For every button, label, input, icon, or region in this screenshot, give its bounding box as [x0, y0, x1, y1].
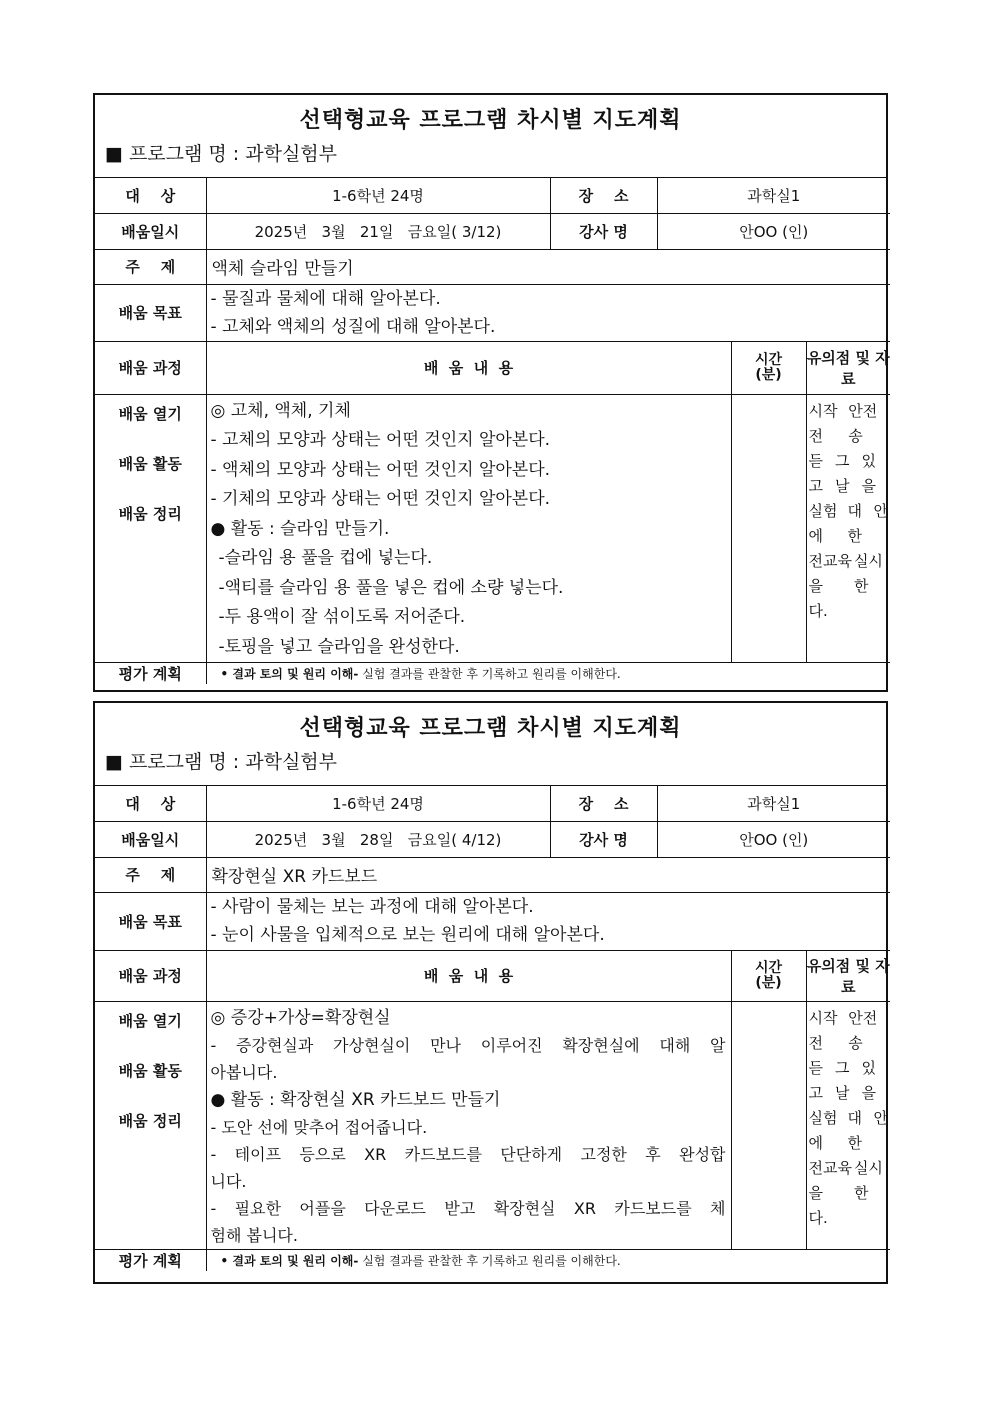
content-line: 니다.	[210, 1171, 247, 1191]
content-line: -토핑을 넣고 슬라임을 완성한다.	[218, 636, 460, 657]
note-word: 전교육을	[808, 1158, 852, 1202]
eval-bold: • 결과 토의 및 원리 이해-	[220, 1253, 359, 1268]
eval-bold: • 결과 토의 및 원리 이해-	[220, 667, 359, 681]
plan-title: 선택형교육 프로그램 차시별 지도계획	[299, 108, 682, 133]
time-label-2: (분)	[755, 366, 782, 383]
target-label: 대 상	[95, 178, 206, 213]
lesson-content	[206, 394, 731, 663]
eval-content	[206, 1249, 890, 1271]
goal-list	[206, 892, 890, 950]
note-word: 시작전	[808, 401, 838, 445]
note-word: 안전송	[848, 1008, 878, 1052]
program-label: 프로그램 명 : 과학실험부	[128, 143, 338, 165]
eval-text: 실험 결과를 관찰한 후 기록하고 원리를 이해한다.	[358, 1253, 621, 1268]
content-line: 아봅니다.	[210, 1062, 278, 1082]
content-line: 험해 봅니다.	[210, 1225, 298, 1245]
content-line: ● 활동 : 확장현실 XR 카드보드 만들기	[210, 1089, 501, 1110]
time-label-2: (분)	[755, 974, 782, 991]
target-value: 1-6학년 24명	[206, 178, 550, 213]
topic-label: 주 제	[95, 249, 206, 284]
note-word: 안전송	[848, 401, 878, 445]
note-word: 시작전	[808, 1008, 838, 1052]
time-label-1: 시간	[754, 351, 783, 368]
note-word: 있을	[861, 1058, 877, 1102]
date-label: 배움일시	[95, 821, 206, 857]
lesson-plan-2	[93, 701, 888, 1284]
notes-label: 유의점 및 자료	[806, 341, 890, 394]
place-value: 과학실1	[657, 786, 890, 821]
notes-cell	[806, 1001, 890, 1249]
square-bullet-icon: ■	[105, 143, 123, 165]
plan-header	[95, 703, 886, 786]
content-label: 배 움 내 용	[206, 341, 731, 394]
target-label: 대 상	[95, 786, 206, 821]
note-word: 그날	[835, 1058, 850, 1102]
eval-text: 실험 결과를 관찰한 후 기록하고 원리를 이해한다.	[358, 667, 621, 681]
plan-header	[95, 95, 886, 178]
target-value: 1-6학년 24명	[206, 786, 550, 821]
date-label: 배움일시	[95, 213, 206, 249]
eval-label: 평가 계획	[95, 1249, 206, 1271]
content-line: ◎ 고체, 액체, 기체	[210, 400, 351, 421]
place-label: 장 소	[550, 786, 657, 821]
note-word: 그날	[835, 451, 850, 495]
topic-value: 확장현실 XR 카드보드	[206, 857, 890, 892]
eval-content	[206, 663, 890, 685]
time-cell	[731, 1001, 806, 1249]
time-label	[731, 950, 806, 1001]
program-label: 프로그램 명 : 과학실험부	[128, 751, 338, 773]
time-cell	[731, 394, 806, 663]
lesson-content	[206, 1001, 731, 1249]
note-word: 다.	[808, 601, 828, 620]
teacher-value: 안OO (인)	[657, 213, 890, 249]
content-line: ◎ 증강+가상=확장현실	[210, 1007, 391, 1028]
notes-cell	[806, 394, 890, 663]
note-word: 듣고	[808, 1058, 823, 1102]
note-word: 있을	[861, 451, 877, 495]
process-label: 배움 과정	[95, 950, 206, 1001]
program-name	[95, 747, 886, 785]
process-label: 배움 과정	[95, 341, 206, 394]
goal-item: - 물질과 물체에 대해 알아본다.	[210, 288, 441, 309]
content-line: - 도안 선에 맞추어 접어줍니다.	[210, 1117, 428, 1137]
place-label: 장 소	[550, 178, 657, 213]
stage-list	[95, 1001, 206, 1249]
topic-value: 액체 슬라임 만들기	[206, 249, 890, 284]
content-line: ● 활동 : 슬라임 만들기.	[210, 518, 390, 539]
note-word: 대한	[847, 501, 863, 545]
time-label-1: 시간	[754, 959, 783, 976]
teacher-label: 강사 명	[550, 821, 657, 857]
stage-list	[95, 394, 206, 663]
content-line: - 기체의 모양과 상태는 어떤 것인지 알아본다.	[210, 489, 551, 509]
topic-label: 주 제	[95, 857, 206, 892]
teacher-value: 안OO (인)	[657, 821, 890, 857]
eval-label: 평가 계획	[95, 663, 206, 685]
stage-activity: 배움 활동	[118, 454, 182, 473]
goal-label: 배움 목표	[95, 284, 206, 341]
note-word: 안	[873, 1108, 889, 1127]
notes-label: 유의점 및 자료	[806, 950, 890, 1001]
goal-item: - 사람이 물체는 보는 과정에 대해 알아본다.	[210, 897, 534, 917]
stage-wrapup: 배움 정리	[118, 1111, 182, 1130]
stage-wrapup: 배움 정리	[118, 504, 182, 523]
date-value: 2025년 3월 28일 금요일( 4/12)	[206, 821, 550, 857]
stage-activity: 배움 활동	[118, 1061, 182, 1080]
goal-list	[206, 284, 890, 341]
plan-table	[95, 178, 890, 684]
note-word: 전교육을	[808, 551, 852, 595]
content-line: - 필요한 어플을 다운로드 받고 확장현실 XR 카드보드를 체	[210, 1198, 726, 1218]
note-word: 실시한	[853, 1158, 883, 1202]
plan-title: 선택형교육 프로그램 차시별 지도계획	[299, 716, 682, 741]
plan-table	[95, 786, 890, 1271]
time-label	[731, 341, 806, 394]
goal-label: 배움 목표	[95, 892, 206, 950]
goal-item: - 고체와 액체의 성질에 대해 알아본다.	[210, 316, 496, 337]
content-line: -액티를 슬라임 용 풀을 넣은 컵에 소량 넣는다.	[218, 577, 564, 598]
goal-item: - 눈이 사물을 입체적으로 보는 원리에 대해 알아본다.	[210, 925, 605, 945]
content-line: -두 용액이 잘 섞이도록 저어준다.	[218, 607, 466, 627]
note-word: 다.	[808, 1208, 828, 1227]
date-value: 2025년 3월 21일 금요일( 3/12)	[206, 213, 550, 249]
note-word: 듣고	[808, 451, 823, 495]
place-value: 과학실1	[657, 178, 890, 213]
note-word: 실험에	[808, 1108, 838, 1152]
note-word: 실시한	[853, 551, 883, 595]
program-name	[95, 139, 886, 177]
content-line: - 테이프 등으로 XR 카드보드를 단단하게 고정한 후 완성합	[210, 1144, 726, 1164]
stage-open: 배움 열기	[118, 404, 182, 423]
content-label: 배 움 내 용	[206, 950, 731, 1001]
content-line: -슬라임 용 풀을 컵에 넣는다.	[218, 548, 433, 568]
stage-open: 배움 열기	[118, 1011, 182, 1030]
note-word: 실험에	[808, 501, 838, 545]
note-word: 대한	[847, 1108, 863, 1152]
content-line: - 고체의 모양과 상태는 어떤 것인지 알아본다.	[210, 430, 551, 450]
lesson-plan-1	[93, 93, 888, 692]
note-word: 안	[873, 501, 889, 520]
content-line: - 증강현실과 가상현실이 만나 이루어진 확장현실에 대해 알	[210, 1035, 726, 1055]
teacher-label: 강사 명	[550, 213, 657, 249]
content-line: - 액체의 모양과 상태는 어떤 것인지 알아본다.	[210, 459, 551, 480]
square-bullet-icon: ■	[105, 751, 123, 773]
